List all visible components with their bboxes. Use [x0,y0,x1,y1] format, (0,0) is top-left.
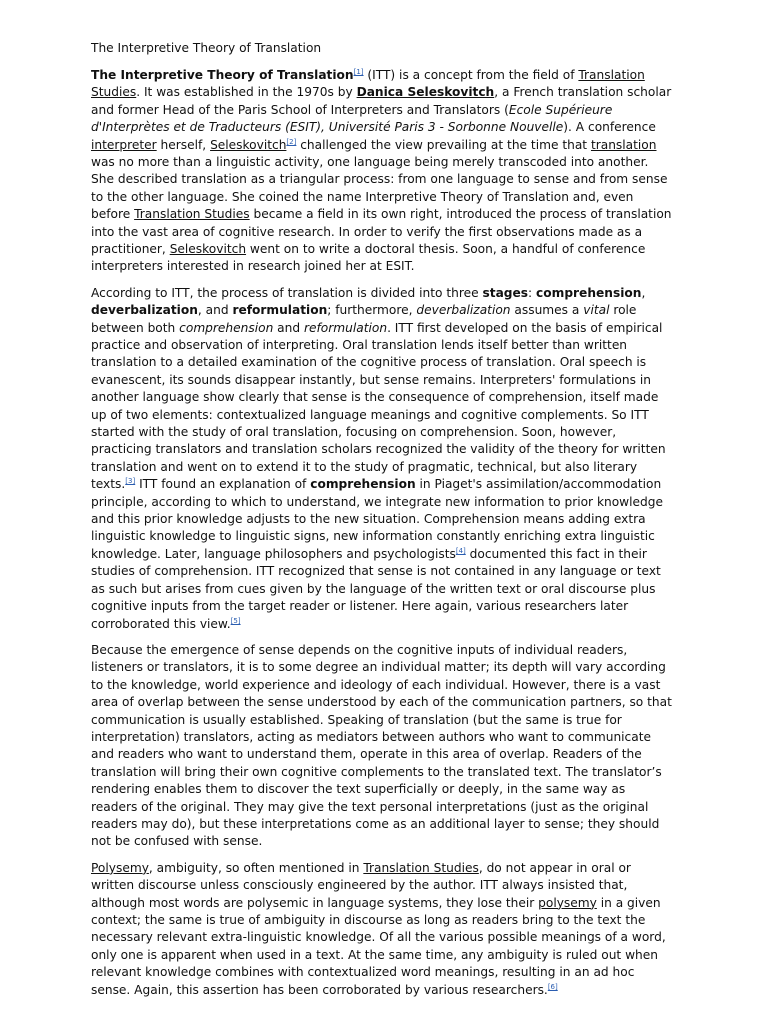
footnote-link[interactable]: [2] [286,137,297,146]
bold-deverbalization: deverbalization [91,303,198,318]
link-seleskovitch[interactable]: Seleskovitch [210,137,287,152]
school-name: Ecole Supérieure d'Interprètes et de Traducteurs (ESIT), Université Paris 3 - Sorbonne Nouvelle [91,102,613,135]
text-run: (ITT) is a concept from the field of [363,67,579,82]
footnote-5[interactable] [231,617,241,625]
text-run: According to ITT, the process of translation is divided into three [91,285,483,300]
text-run: , and [197,303,233,318]
paragraph-sense: Because the emergence of sense depends on the cognitive inputs of individual readers, listeners or translators, it is to some degree an individual matter; its depth will vary according to the knowledge, world experience and ideology of each individual. However, there is a vast area of overlap between the sense understood by each of the communication partners, so that communication is usually established. Speaking of translation (but the same is true for interpretation) translators, acting as mediators between authors who want to communicate and readers who want to understand them, operate in this area of overlap. Readers of the translation will bring their own cognitive complements to the translated text. The translator’s rendering enables them to discover the text superficially or deeply, in the same way as readers of the original. They may give the text personal interpretations (just as the original readers may do), but these interpretations come as an additional layer to sense; they should not be confused with sense. [91,642,672,849]
text-run: in a given context; the same is true of ambiguity in discourse as long as readers bring to the text the necessary relevant extra-linguistic knowledge. Of all the various possible meanings of a word, only one is apparent when used in a text. At the same time, any ambiguity is ruled out when relevant knowledge combines with contextualized word meanings, resulting in an ad hoc sense. Again, this assertion has been corroborated by various researchers. [91,895,666,997]
link-translation[interactable]: translation [590,137,657,152]
paragraph-stages [91,285,675,633]
text-run: , a French translation scholar and former Head of the Paris School of Interpreters and Translators ( [91,85,672,117]
footnote-link[interactable]: [5] [230,616,241,625]
text-run: . ITT first developed on the basis of empirical practice and observation of interpreting. Oral translation lends itself better than written translation to a detailed examination of the cognitive process of translation. Oral speech is evanescent, its sounds disappear instantly, but sense remains. Interpreters' formulations in another language show clearly that sense is the consequence of comprehension, itself made up of two elements: contextualized language meanings and cognitive complements. So ITT started with the study of oral translation, focusing on comprehension. Soon, however, practicing translators and translation scholars recognized the validity of the theory for written translation and went on to extend it to the study of pragmatic, technical, but also literary texts. [91,320,666,492]
link-danica-seleskovitch[interactable]: Danica Seleskovitch [356,85,495,100]
italic-reformulation: reformulation [303,320,388,335]
text-run: ITT found an explanation of [135,477,311,492]
paragraph-intro [91,67,675,276]
bold-stages: stages [482,285,529,300]
text-run: assumes a [510,303,584,318]
article [91,40,675,1008]
text-run: : [528,285,537,300]
text-run: , [641,285,646,300]
text-run: role between both [91,303,637,335]
link-translation-studies[interactable]: Translation Studies [363,860,479,875]
link-interpreter[interactable]: interpreter [91,137,157,152]
text-run: became a field in its own right, introduced the process of translation into the vast area of cognitive research. In order to verify the first observations made as a practitioner, [91,207,672,256]
link-translation-studies[interactable]: Translation Studies [134,207,250,222]
italic-deverbalization: deverbalization [416,303,511,318]
text-run: , ambiguity, so often mentioned in [148,860,364,875]
bold-term: The Interpretive Theory of Translation [91,67,354,82]
text-run: ). A conference [563,120,656,135]
italic-vital: vital [583,303,610,318]
text-run: documented this fact in their studies of comprehension. ITT recognized that sense is not contained in any language or text as such but arises from cues given by the language of the written text or oral discourse plus cognitive inputs from the target reader or listener. Here again, various researchers later corroborated this view. [91,546,661,631]
text-run: challenged the view prevailing at the time that [296,137,591,152]
text-run: , do not appear in oral or written discourse unless consciously engineered by the author. ITT always insisted that, although most words are polysemic in language systems, they lose their [91,860,631,910]
paragraph-polysemy [91,860,675,999]
bold-comprehension: comprehension [310,477,416,492]
footnote-2[interactable] [286,138,296,146]
footnote-6[interactable] [548,983,558,991]
footnote-3[interactable] [125,477,135,485]
link-seleskovitch[interactable]: Seleskovitch [169,241,247,256]
italic-comprehension: comprehension [179,320,274,335]
footnote-1[interactable] [354,68,364,76]
text-run: herself, [156,137,211,152]
page-title: The Interpretive Theory of Translation [91,41,322,55]
link-polysemy[interactable]: polysemy [538,895,597,910]
text-run: was no more than a linguistic activity, one language being merely transcoded into another. She described translation as a triangular process: from one language to sense and from sense to the other language. She coined the name Interpretive Theory of Translation and, even before [91,154,668,222]
text-run: . It was established in the 1970s by [136,85,357,100]
link-polysemy[interactable]: Polysemy [91,860,149,875]
footnote-link[interactable]: [6] [547,982,558,991]
bold-reformulation: reformulation [232,303,328,318]
footnote-link[interactable]: [4] [455,546,466,555]
text-run: ; furthermore, [327,303,417,318]
text-run: and [273,320,304,335]
bold-comprehension: comprehension [536,285,642,300]
footnote-link[interactable]: [1] [353,67,364,76]
link-translation-studies[interactable]: Translation Studies [91,67,645,100]
footnote-4[interactable] [456,547,466,555]
text-run: went on to write a doctoral thesis. Soon, a handful of conference interpreters interested in research joined her at ESIT. [91,241,646,274]
footnote-link[interactable]: [3] [125,477,136,486]
text-run: in Piaget's assimilation/accommodation principle, according to which to understand, we integrate new information to prior knowledge and this prior knowledge adjusts to the new situation. Comprehension means adding extra linguistic knowledge to linguistic signs, new information constantly enriching extra linguistic knowledge. Later, language philosophers and psychologists [91,477,664,561]
